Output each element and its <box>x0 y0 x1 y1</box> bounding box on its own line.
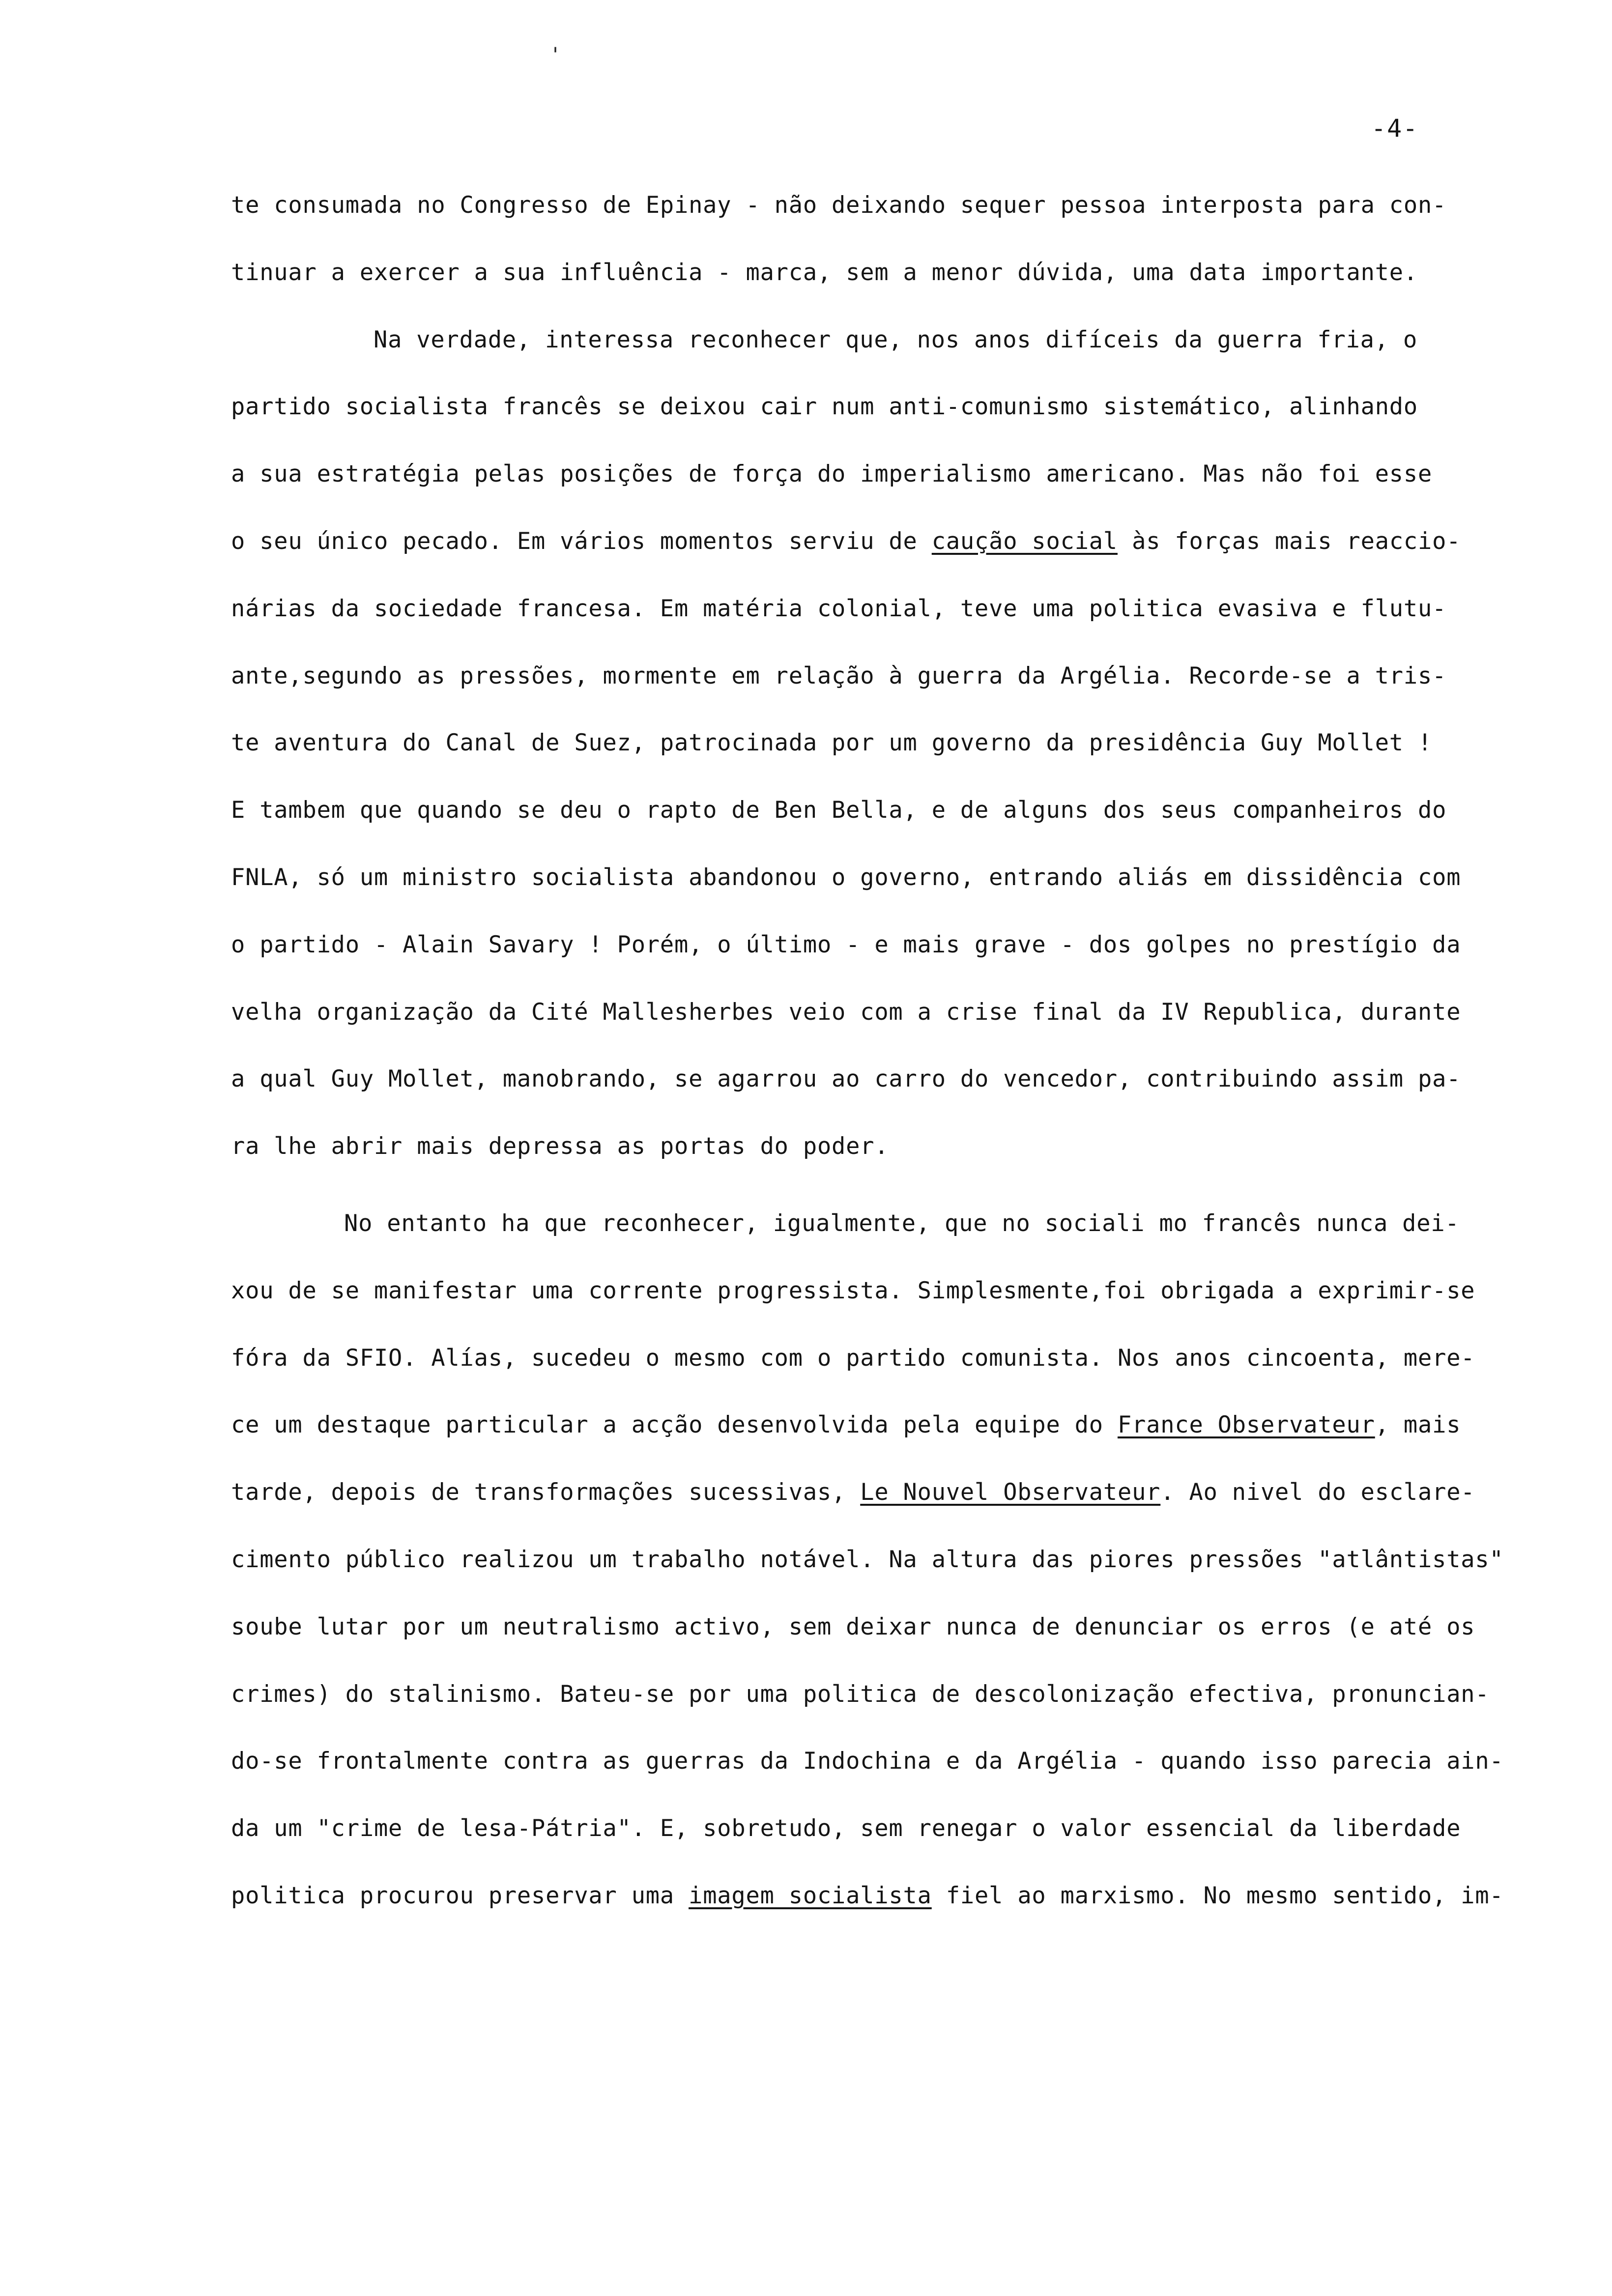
text-line: nárias da sociedade francesa. Em matéria colonial, teve uma politica evasiva e flutu- <box>231 595 1447 622</box>
text-line: a sua estratégia pelas posições de força do imperialismo americano. Mas não foi esse <box>231 460 1433 488</box>
text-line: o seu único pecado. Em vários momentos serviu de caução social às forças mais reaccio- <box>231 527 1461 555</box>
page-number: -4- <box>1371 114 1419 143</box>
underlined-title: France Observateur <box>1117 1411 1375 1439</box>
text-line: crimes) do stalinismo. Bateu-se por uma politica de descolonização efectiva, pronuncian- <box>231 1680 1490 1708</box>
paragraph-start-line: Na verdade, interessa reconhecer que, nos anos difíceis da guerra fria, o <box>374 326 1418 353</box>
underlined-title: Le Nouvel Observateur <box>860 1479 1161 1506</box>
text-line: te aventura do Canal de Suez, patrocinada por um governo da presidência Guy Mollet ! <box>231 729 1433 757</box>
text-line: o partido - Alain Savary ! Porém, o último - e mais grave - dos golpes no prestígio da <box>231 931 1461 958</box>
underlined-phrase: caução social <box>931 527 1118 555</box>
text-line: soube lutar por um neutralismo activo, sem deixar nunca de denunciar os erros (e até os <box>231 1613 1475 1640</box>
text-line: FNLA, só um ministro socialista abandonou o governo, entrando aliás em dissidência com <box>231 863 1461 891</box>
text-line: cimento público realizou um trabalho notável. Na altura das piores pressões "atlântistas" <box>231 1546 1504 1573</box>
text-line: tarde, depois de transformações sucessivas, Le Nouvel Observateur. Ao nivel do esclare- <box>231 1479 1475 1506</box>
underlined-phrase: imagem socialista <box>689 1882 932 1909</box>
text-line: xou de se manifestar uma corrente progressista. Simplesmente,foi obrigada a exprimir-se <box>231 1277 1475 1304</box>
text-line: ante,segundo as pressões, mormente em relação à guerra da Argélia. Recorde-se a tris- <box>231 662 1447 689</box>
text-line: do-se frontalmente contra as guerras da Indochina e da Argélia - quando isso parecia ain- <box>231 1748 1504 1775</box>
text-line: ce um destaque particular a acção desenvolvida pela equipe do France Observateur, mais <box>231 1411 1461 1439</box>
text-line: ra lhe abrir mais depressa as portas do poder. <box>231 1133 889 1160</box>
paragraph-start-line: No entanto ha que reconhecer, igualmente, que no sociali mo francês nunca dei- <box>344 1209 1460 1237</box>
body-text <box>231 191 1558 1949</box>
text-line: a qual Guy Mollet, manobrando, se agarrou ao carro do vencedor, contribuindo assim pa- <box>231 1065 1461 1093</box>
text-line: E tambem que quando se deu o rapto de Ben Bella, e de alguns dos seus companheiros do <box>231 797 1447 824</box>
text-line: partido socialista francês se deixou cair num anti-comunismo sistemático, alinhando <box>231 393 1418 421</box>
text-line: tinuar a exercer a sua influência - marca, sem a menor dúvida, uma data importante. <box>231 258 1418 286</box>
text-line: politica procurou preservar uma imagem socialista fiel ao marxismo. No mesmo sentido, im- <box>231 1882 1504 1909</box>
text-line: fóra da SFIO. Alías, sucedeu o mesmo com o partido comunista. Nos anos cincoenta, mere- <box>231 1344 1475 1372</box>
text-line: velha organização da Cité Mallesherbes veio com a crise final da IV Republica, durante <box>231 998 1461 1026</box>
ink-speck: ' <box>549 44 562 66</box>
text-line: te consumada no Congresso de Epinay - não deixando sequer pessoa interposta para con- <box>231 192 1447 219</box>
text-line: da um "crime de lesa-Pátria". E, sobretudo, sem renegar o valor essencial da liberdade <box>231 1815 1461 1842</box>
